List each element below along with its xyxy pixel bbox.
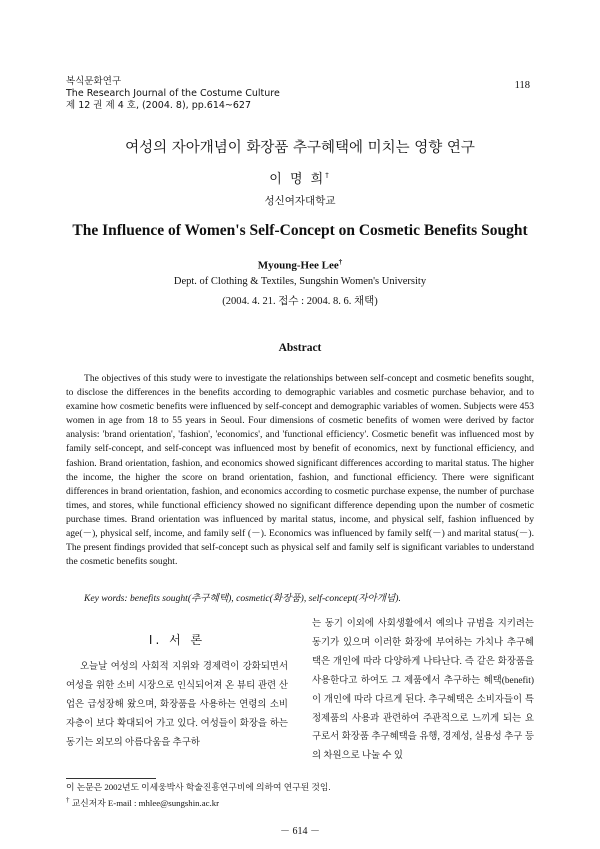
page-number-top: 118 bbox=[514, 80, 530, 91]
author-korean bbox=[0, 168, 600, 187]
submission-dates: (2004. 4. 21. 접수 : 2004. 8. 6. 채택) bbox=[222, 296, 378, 307]
journal-header bbox=[66, 76, 280, 112]
body-text-right: 는 동기 이외에 사회생활에서 예의나 규범을 지키려는 동기가 있으며 이러한 화장에 부여하는 가치나 추구혜택은 개인에 따라 다양하게 나타난다. 즉 같은 화장품을 사용한다고 하여도 그 제품에서 추구하는 혜택(benefit)이 개인에 따라 다르게 된다. 추구혜택은 소비자들이 특정제품의 사용과 관련하여 주관적으로 느끼게 되는 요구로서 화장품 추구혜택을 유행, 경제성, 실용성 추구 등의 차원으로 나눌 수 있 bbox=[312, 619, 534, 762]
journal-name-english: The Research Journal of the Costume Culture bbox=[66, 88, 280, 99]
body-text-left: 오늘날 여성의 사회적 지위와 경제력이 강화되면서 여성을 위한 소비 시장으로 인식되어져 온 뷰티 관련 산업은 급성장해 왔으며, 화장품을 사용하는 연령의 소비자층이 보다 확대되어 가고 있다. 여성들이 화장을 하는 동기는 외모의 아름다움을 추구하 bbox=[66, 662, 288, 748]
footnote-divider bbox=[66, 778, 156, 779]
keywords: Key words: benefits sought(추구혜택), cosmetic(화장품), self-concept(자아개념). bbox=[84, 593, 401, 604]
footnotes bbox=[66, 781, 331, 809]
body-column-right bbox=[312, 615, 534, 766]
footnote-contact-text: 교신저자 E-mail : mhlee@sungshin.ac.kr bbox=[71, 797, 220, 808]
affiliation-english: Dept. of Clothing & Textiles, Sungshin Women's University bbox=[173, 276, 427, 287]
author-korean-name: 이 명 희 bbox=[269, 172, 326, 187]
journal-volume: 제 12 권 제 4 호, (2004. 8), pp.614~627 bbox=[66, 100, 251, 111]
author-english bbox=[0, 258, 600, 272]
page-number-bottom: － 614 － bbox=[280, 826, 320, 837]
title-korean: 여성의 자아개념이 화장품 추구혜택에 미치는 영향 연구 bbox=[125, 140, 475, 156]
footnote-funding: 이 논문은 2002년도 이세웅박사 학술진흥연구비에 의하여 연구된 것임. bbox=[66, 782, 331, 792]
body-column-left bbox=[66, 615, 288, 753]
title-english: The Influence of Women's Self-Concept on Cosmetic Benefits Sought bbox=[72, 222, 528, 239]
journal-name-korean: 복식문화연구 bbox=[66, 76, 122, 87]
author-korean-mark: † bbox=[325, 171, 331, 180]
affiliation-korean: 성신여자대학교 bbox=[264, 196, 336, 207]
author-english-mark: † bbox=[338, 258, 343, 266]
footnote-contact-mark: † bbox=[66, 795, 70, 804]
section-heading-introduction: Ⅰ. 서 론 bbox=[148, 633, 206, 647]
author-english-name: Myoung-Hee Lee bbox=[257, 259, 339, 272]
abstract-heading: Abstract bbox=[278, 342, 322, 354]
abstract-body: The objectives of this study were to investigate the relationships between self-concept and cosmetic benefits sought, to disclose the differences in the benefits according to demographic variables and cosmetic purchase behavior, and to examine how cosmetic benefits were influenced by self-concept and demographic variables of women. Subjects were 453 women in age from 18 to 55 years in Seoul. Four dimensions of cosmetic benefits of women were derived by factor analysis: 'brand orientation', 'fashion', 'economics', and 'functional efficiency'. Cosmetic benefit was influenced most by family self-concept, and self-concept was influenced most by benefit of economics, next by functional efficiency, and fashion. Brand orientation, fashion, and economics showed significant differences according to marital status. The higher the income, the higher the score on brand orientation, fashion, and functional efficiency. There were significant differences in brand orientation, fashion, and economics according to cosmetic purchase expense, the number of purchase times, and stores, while functional efficiency showed no significant difference depending upon the number of cosmetic purchase times. Brand orientation was influenced by marital status, income, and physical self, fashion influenced by age(－), physical self, income, and family self (－). Economics was influenced by family self(－) and marital status(－). The present findings provided that self-concept such as physical self and family self is significant variables to understand the cosmetic benefits sought. bbox=[66, 373, 534, 568]
footnote-contact bbox=[66, 794, 331, 809]
